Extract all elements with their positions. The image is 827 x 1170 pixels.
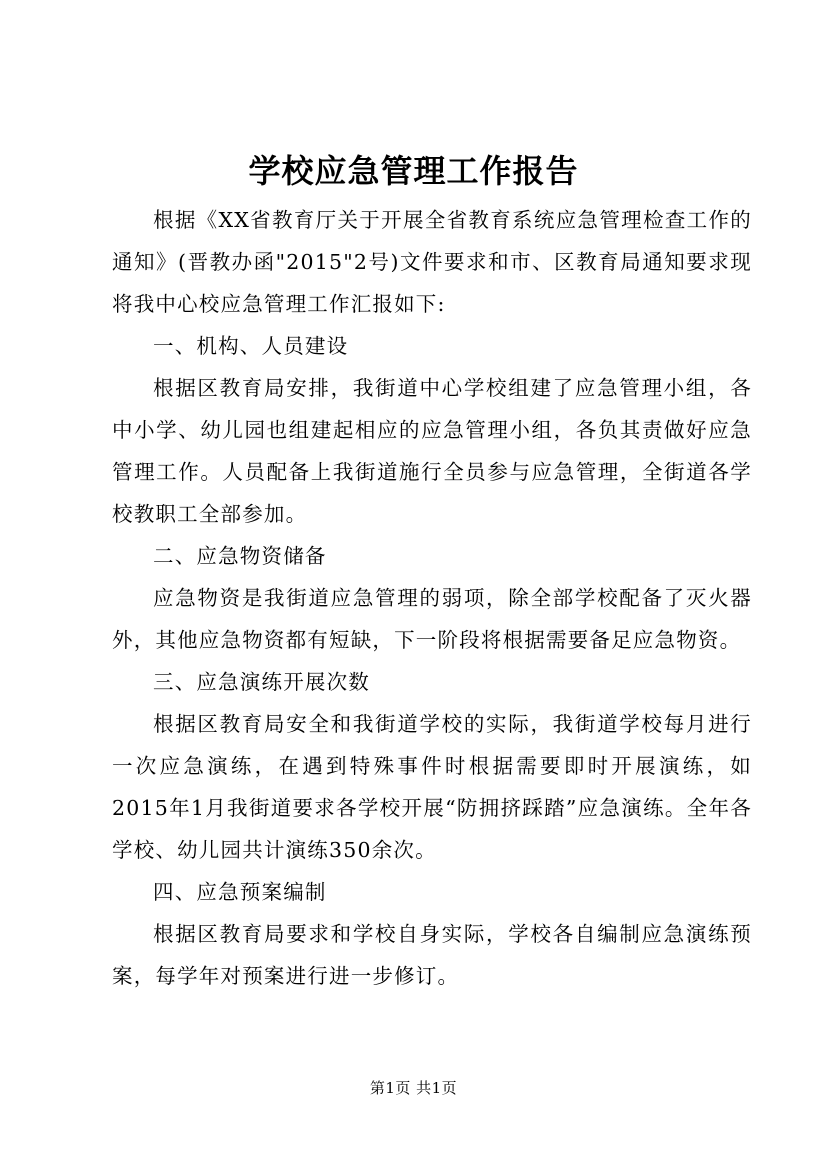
page-footer: 第1页 共1页 <box>369 1079 458 1097</box>
section-heading-organization: 一、机构、人员建设 <box>153 334 349 358</box>
document-title: 学校应急管理工作报告 <box>248 152 579 190</box>
section-heading-supplies: 二、应急物资储备 <box>153 544 327 568</box>
organization-paragraph: 根据区教育局安排，我街道中心学校组建了应急管理小组，各中小学、幼儿园也组建起相应的应急管理小组，各负其责做好应急管理工作。人员配备上我街道施行全员参与应急管理，全街道各学校教职工全部参加。 <box>112 376 752 526</box>
document-body <box>112 199 752 997</box>
intro-paragraph: 根据《XX省教育厅关于开展全省教育系统应急管理检查工作的通知》(晋教办函"2015"2号)文件要求和市、区教育局通知要求现将我中心校应急管理工作汇报如下: <box>112 208 752 316</box>
section-heading-plans: 四、应急预案编制 <box>153 880 327 904</box>
section-heading-drills: 三、应急演练开展次数 <box>153 670 370 694</box>
drills-paragraph: 根据区教育局安全和我街道学校的实际，我街道学校每月进行一次应急演练，在遇到特殊事件时根据需要即时开展演练，如2015年1月我街道要求各学校开展“防拥挤踩踏”应急演练。全年各学校、幼儿园共计演练350余次。 <box>112 712 752 862</box>
plans-paragraph: 根据区教育局要求和学校自身实际，学校各自编制应急演练预案，每学年对预案进行进一步修订。 <box>112 922 752 988</box>
supplies-paragraph: 应急物资是我街道应急管理的弱项，除全部学校配备了灭火器外，其他应急物资都有短缺，下一阶段将根据需要备足应急物资。 <box>112 586 752 652</box>
